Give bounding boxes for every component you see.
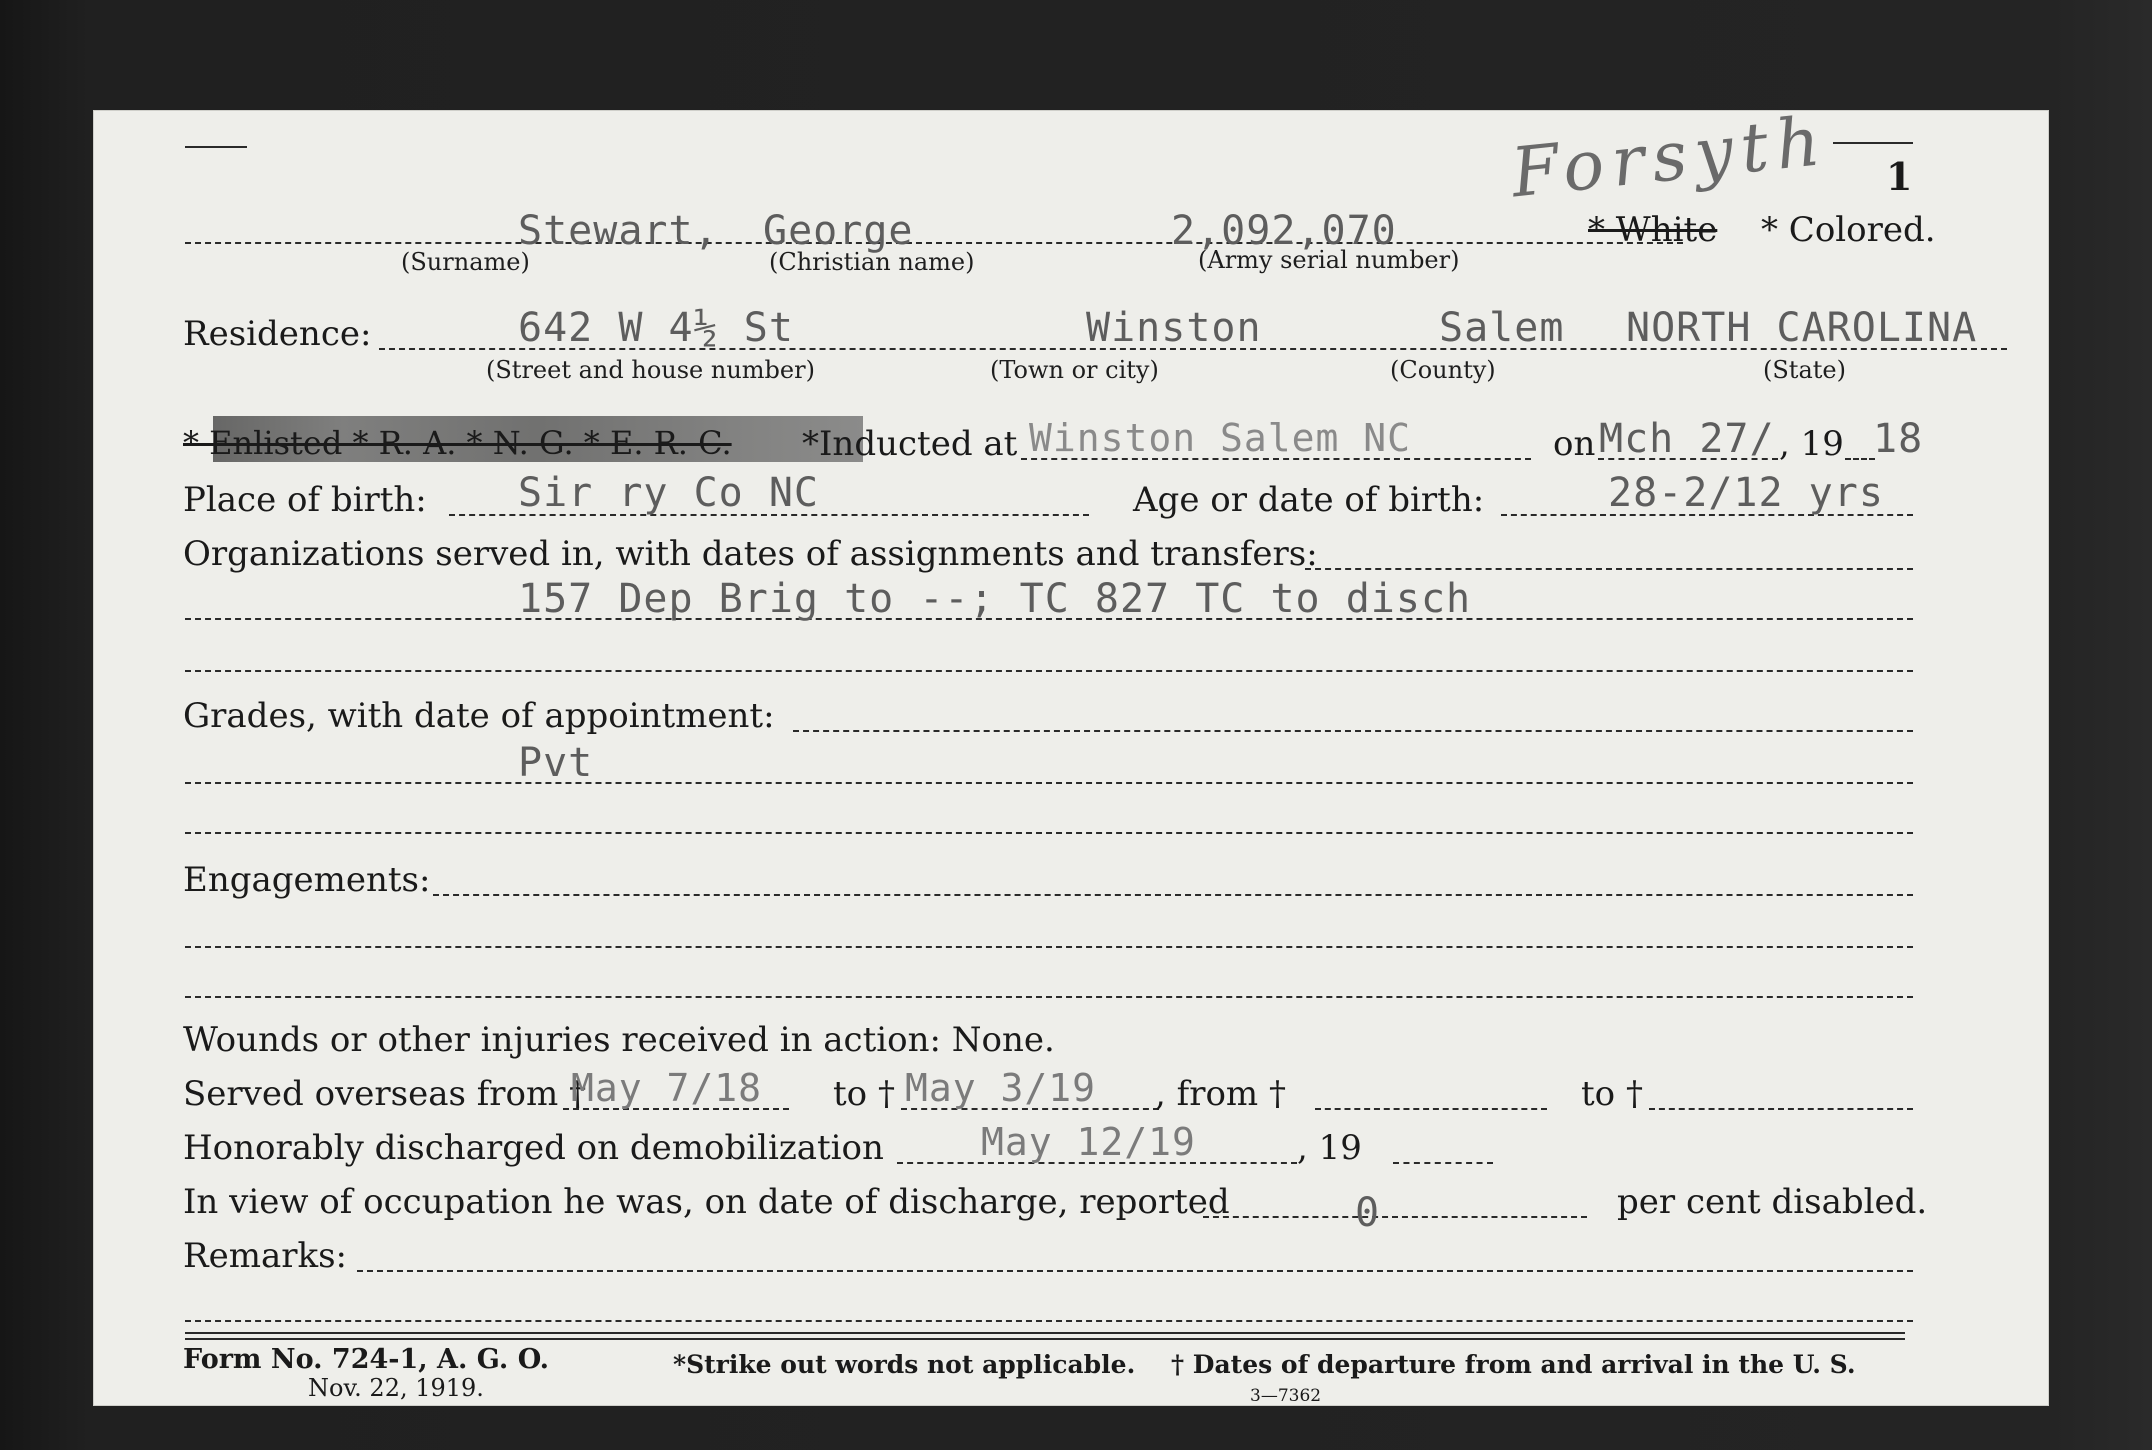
induction-date: Mch 27/ [1599,416,1775,462]
remarks-line-1 [357,1270,1913,1272]
footnote-dates: † Dates of departure from and arrival in the U. S. [1171,1350,1856,1379]
organizations-line-1 [1305,568,1913,570]
discharge-year-line [1393,1162,1493,1164]
print-code: 3—7362 [1250,1386,1322,1406]
race-colored: * Colored. [1761,210,1936,250]
caption-town: (Town or city) [990,356,1159,384]
year-prefix: , 19 [1779,424,1844,464]
footer-rule-top [185,1332,1905,1334]
page-number-rule [1833,142,1913,144]
serial-number-value: 2,092,070 [1171,208,1397,254]
enlistment-options: * Enlisted * R. A. * N. G. * E. R. C. [183,424,732,462]
engagements-line-1 [433,894,1913,896]
service-record-card [93,101,2049,1406]
on-label: on [1553,424,1596,464]
overseas-from-label: Served overseas from † [183,1074,587,1114]
caption-state: (State) [1763,356,1846,384]
residence-town: Winston [1086,305,1262,351]
disability-value: 0 [1355,1190,1381,1236]
surname-value: Stewart, [518,208,719,254]
induction-year: 18 [1873,416,1924,462]
organizations-value: 157 Dep Brig to --; TC 827 TC to disch [518,576,1472,622]
age-value: 28-2/12 yrs [1608,470,1884,516]
corner-rule [185,146,247,148]
age-label: Age or date of birth: [1133,480,1485,520]
overseas-from2-label: , from † [1155,1074,1286,1114]
name-line [185,242,1683,244]
residence-street: 642 W 4½ St [518,305,794,351]
disability-line [1203,1216,1587,1218]
caption-surname: (Surname) [401,248,530,276]
inducted-at-value: Winston Salem NC [1029,416,1412,460]
page-number: 1 [1886,154,1913,199]
grades-value: Pvt [518,740,594,786]
overseas-to-label: to † [833,1074,895,1114]
caption-christian-name: (Christian name) [769,248,975,276]
discharge-date: May 12/19 [981,1120,1196,1164]
discharge-year-label: , 19 [1297,1128,1362,1168]
residence-label: Residence: [183,314,372,354]
race-white: * White [1588,210,1718,250]
caption-street: (Street and house number) [486,356,815,384]
christian-name-value: George [763,208,914,254]
grades-label: Grades, with date of appointment: [183,696,775,736]
organizations-label: Organizations served in, with dates of assignments and transfers: [183,534,1318,574]
remarks-line-2 [185,1320,1913,1322]
engagements-line-3 [185,996,1913,998]
caption-county: (County) [1390,356,1496,384]
disability-suffix: per cent disabled. [1617,1182,1928,1222]
grades-line-3 [185,832,1913,834]
grades-line-1 [793,730,1913,732]
disability-label: In view of occupation he was, on date of discharge, reported [183,1182,1230,1222]
overseas-to-value: May 3/19 [905,1066,1097,1110]
caption-serial-number: (Army serial number) [1198,246,1460,274]
overseas-to2-label: to † [1581,1074,1643,1114]
overseas-from-value: May 7/18 [571,1066,763,1110]
discharge-label: Honorably discharged on demobilization [183,1128,884,1168]
handwritten-county: Forsyth [1507,101,1832,214]
form-number: Form No. 724-1, A. G. O. [183,1344,550,1375]
residence-county: Salem [1439,305,1565,351]
year-line [1845,458,1875,460]
remarks-label: Remarks: [183,1236,347,1276]
residence-state: NORTH CAROLINA [1626,305,1978,351]
overseas-from2-line [1315,1108,1547,1110]
wounds-label: Wounds or other injuries received in action: None. [183,1020,1055,1060]
footer-rule-bottom [185,1338,1905,1340]
place-of-birth-label: Place of birth: [183,480,427,520]
grades-line-2 [185,782,1913,784]
engagements-label: Engagements: [183,860,431,900]
engagements-line-2 [185,946,1913,948]
organizations-line-3 [185,670,1913,672]
overseas-to2-line [1649,1108,1913,1110]
footnote-strike: *Strike out words not applicable. [673,1350,1136,1379]
place-of-birth-value: Sir ry Co NC [518,470,819,516]
inducted-label: *Inducted at [802,424,1018,464]
form-date: Nov. 22, 1919. [308,1374,484,1402]
